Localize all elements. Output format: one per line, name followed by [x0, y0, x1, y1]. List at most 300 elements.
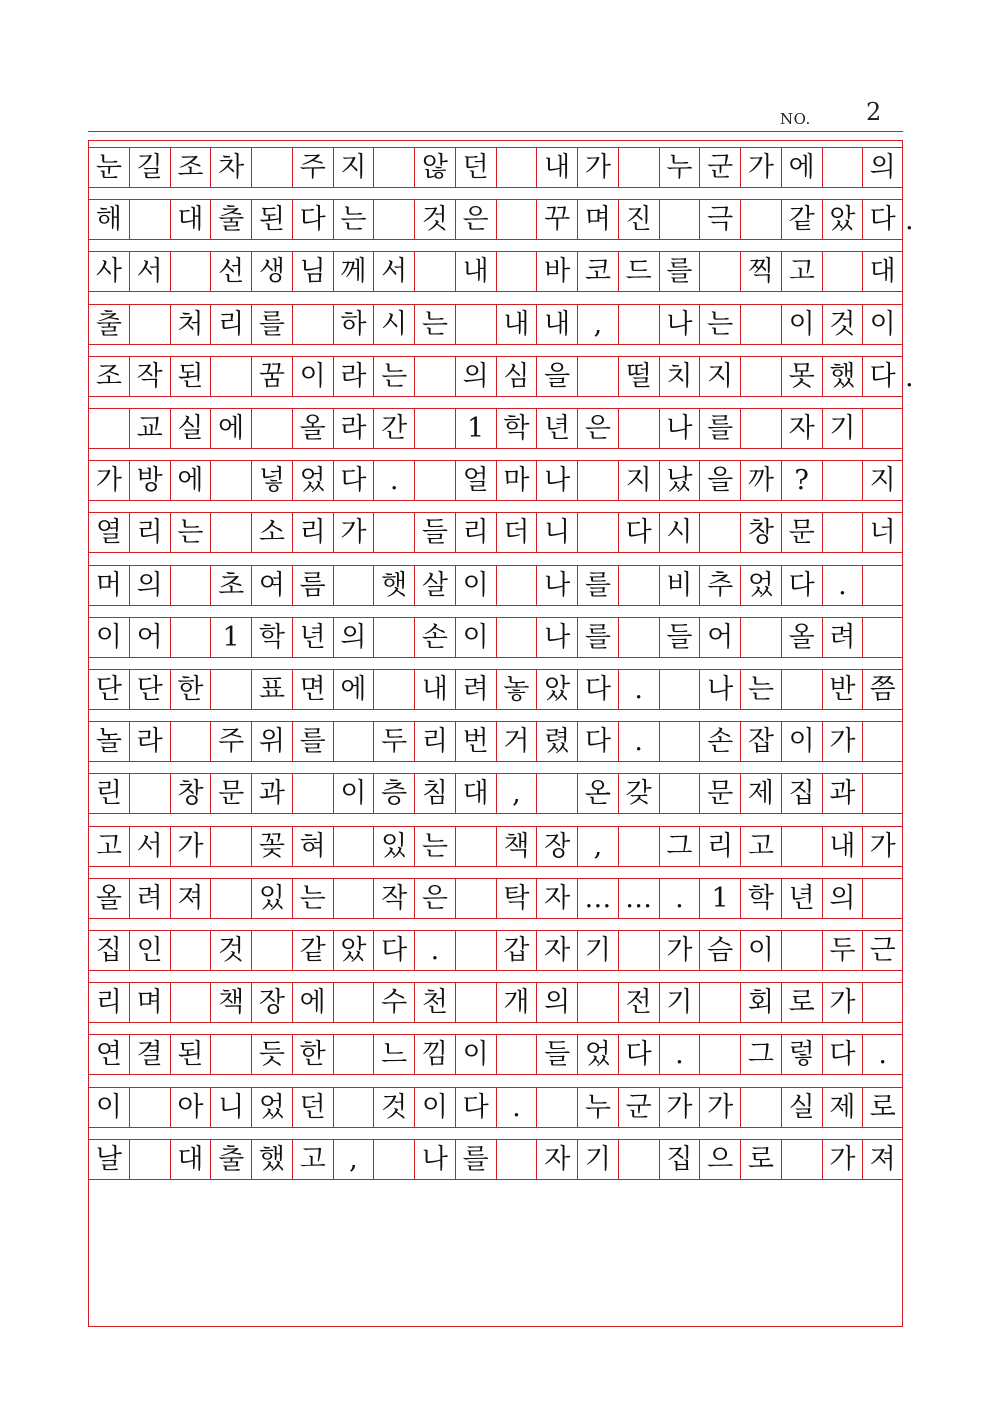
manuscript-cell: 떨	[618, 357, 659, 396]
manuscript-cell: 나	[659, 305, 700, 344]
manuscript-cell: 가	[333, 513, 374, 552]
manuscript-cell	[129, 305, 170, 344]
manuscript-cell: 찍	[740, 252, 781, 291]
manuscript-row	[88, 565, 903, 606]
manuscript-row	[88, 617, 903, 658]
manuscript-cell: 이	[740, 931, 781, 970]
manuscript-cell: 그	[659, 827, 700, 866]
manuscript-cell: 이	[455, 618, 496, 657]
manuscript-cell: 같	[292, 931, 333, 970]
manuscript-cell: 꾸	[536, 200, 577, 239]
manuscript-cell	[129, 1140, 170, 1179]
manuscript-cell: 가	[740, 148, 781, 187]
manuscript-cell	[210, 357, 251, 396]
manuscript-cell: 을	[536, 357, 577, 396]
manuscript-cell	[373, 200, 414, 239]
manuscript-cell: 서	[129, 827, 170, 866]
manuscript-cell: 있	[251, 879, 292, 918]
manuscript-cell: 더	[496, 513, 537, 552]
manuscript-cell: 비	[659, 566, 700, 605]
manuscript-cell: 에	[292, 983, 333, 1022]
manuscript-cell	[781, 670, 822, 709]
manuscript-cell: 대	[170, 200, 211, 239]
manuscript-cell: 간	[373, 409, 414, 448]
manuscript-cell	[455, 879, 496, 918]
manuscript-cell: 출	[88, 305, 129, 344]
manuscript-cell: 학	[740, 879, 781, 918]
manuscript-cell	[129, 774, 170, 813]
manuscript-row	[88, 1034, 903, 1075]
manuscript-row	[88, 930, 903, 971]
manuscript-cell: 이	[88, 618, 129, 657]
manuscript-cell: 꿈	[251, 357, 292, 396]
manuscript-cell: 차	[210, 148, 251, 187]
manuscript-cell: 를	[455, 1140, 496, 1179]
manuscript-cell: 선	[210, 252, 251, 291]
manuscript-cell	[618, 618, 659, 657]
manuscript-cell: 작	[373, 879, 414, 918]
manuscript-row	[88, 408, 903, 449]
manuscript-cell: 넣	[251, 461, 292, 500]
manuscript-cell: 나	[414, 1140, 455, 1179]
manuscript-cell: 는	[699, 305, 740, 344]
manuscript-cell: 반	[822, 670, 863, 709]
manuscript-cell: 창	[740, 513, 781, 552]
manuscript-cell: 것	[414, 200, 455, 239]
manuscript-cell	[740, 200, 781, 239]
manuscript-cell: 교	[129, 409, 170, 448]
manuscript-cell: 며	[577, 200, 618, 239]
manuscript-cell	[740, 305, 781, 344]
manuscript-cell: 하	[333, 305, 374, 344]
manuscript-cell: 표	[251, 670, 292, 709]
manuscript-cell: 다	[577, 722, 618, 761]
manuscript-cell: 리	[699, 827, 740, 866]
manuscript-cell: 이	[455, 1035, 496, 1074]
manuscript-cell: 며	[129, 983, 170, 1022]
manuscript-cell: 기	[659, 983, 700, 1022]
manuscript-cell: 출	[210, 200, 251, 239]
manuscript-cell: 는	[740, 670, 781, 709]
manuscript-cell: .	[659, 879, 700, 918]
manuscript-cell: 는	[373, 357, 414, 396]
manuscript-cell	[333, 983, 374, 1022]
manuscript-cell	[292, 305, 333, 344]
manuscript-cell	[699, 513, 740, 552]
manuscript-cell	[618, 148, 659, 187]
manuscript-cell: 갖	[618, 774, 659, 813]
manuscript-cell: 리	[129, 513, 170, 552]
manuscript-cell: 수	[373, 983, 414, 1022]
manuscript-cell: 조	[88, 357, 129, 396]
manuscript-cell: 1	[210, 618, 251, 657]
manuscript-cell: 다	[618, 1035, 659, 1074]
manuscript-cell: 바	[536, 252, 577, 291]
manuscript-cell: 는	[414, 305, 455, 344]
manuscript-cell: 장	[251, 983, 292, 1022]
manuscript-cell	[822, 513, 863, 552]
manuscript-cell: 로	[740, 1140, 781, 1179]
manuscript-row	[88, 826, 903, 867]
manuscript-cell	[373, 618, 414, 657]
manuscript-cell: 아	[170, 1088, 211, 1127]
manuscript-cell: 나	[699, 670, 740, 709]
manuscript-cell: 된	[170, 1035, 211, 1074]
manuscript-cell: 았	[333, 931, 374, 970]
manuscript-cell	[740, 618, 781, 657]
manuscript-cell: 름	[292, 566, 333, 605]
manuscript-cell	[129, 200, 170, 239]
manuscript-cell: 다	[781, 566, 822, 605]
page-number: 2	[866, 98, 882, 126]
manuscript-cell: 추	[699, 566, 740, 605]
manuscript-cell: 가	[822, 1140, 863, 1179]
manuscript-cell	[496, 252, 537, 291]
manuscript-cell: 1	[699, 879, 740, 918]
manuscript-cell: 에	[333, 670, 374, 709]
manuscript-cell: 지	[699, 357, 740, 396]
manuscript-cell: 했	[822, 357, 863, 396]
manuscript-cell: 의	[455, 357, 496, 396]
manuscript-cell: 서	[129, 252, 170, 291]
manuscript-cell	[781, 827, 822, 866]
manuscript-cell: 치	[659, 357, 700, 396]
manuscript-cell: 내	[822, 827, 863, 866]
manuscript-cell: 린	[88, 774, 129, 813]
manuscript-cell	[618, 566, 659, 605]
manuscript-cell: 내	[496, 305, 537, 344]
margin-punctuation: .	[905, 205, 914, 237]
manuscript-cell: 근	[862, 931, 903, 970]
manuscript-cell	[740, 409, 781, 448]
manuscript-cell: 내	[536, 148, 577, 187]
manuscript-cell	[373, 670, 414, 709]
manuscript-cell: 는	[333, 200, 374, 239]
manuscript-cell: 살	[414, 566, 455, 605]
manuscript-cell: 의	[862, 148, 903, 187]
manuscript-cell: 열	[88, 513, 129, 552]
manuscript-cell: .	[414, 931, 455, 970]
manuscript-cell: 사	[88, 252, 129, 291]
manuscript-cell: 니	[536, 513, 577, 552]
manuscript-cell: 코	[577, 252, 618, 291]
manuscript-cell: 머	[88, 566, 129, 605]
manuscript-cell: 생	[251, 252, 292, 291]
manuscript-cell: 가	[170, 827, 211, 866]
manuscript-cell	[170, 618, 211, 657]
manuscript-cell: 렇	[781, 1035, 822, 1074]
manuscript-cell: 여	[251, 566, 292, 605]
manuscript-cell: ,	[333, 1140, 374, 1179]
manuscript-cell	[170, 722, 211, 761]
manuscript-cell: 누	[659, 148, 700, 187]
manuscript-cell: 인	[129, 931, 170, 970]
manuscript-cell: .	[496, 1088, 537, 1127]
manuscript-cell: 장	[536, 827, 577, 866]
manuscript-cell: 한	[170, 670, 211, 709]
manuscript-cell: 올	[88, 879, 129, 918]
manuscript-cell: 과	[251, 774, 292, 813]
manuscript-cell	[618, 409, 659, 448]
page-header	[88, 96, 903, 132]
manuscript-cell: 문	[699, 774, 740, 813]
manuscript-cell: 주	[292, 148, 333, 187]
manuscript-cell	[414, 357, 455, 396]
manuscript-cell: 다	[862, 200, 903, 239]
manuscript-cell: 듯	[251, 1035, 292, 1074]
page-number-label: NO.	[780, 110, 811, 128]
manuscript-cell: 자	[536, 879, 577, 918]
manuscript-cell: 다	[618, 513, 659, 552]
manuscript-cell: 방	[129, 461, 170, 500]
manuscript-cell	[618, 305, 659, 344]
manuscript-cell: 놀	[88, 722, 129, 761]
manuscript-cell: 이	[781, 305, 822, 344]
manuscript-cell: 려	[129, 879, 170, 918]
manuscript-cell	[170, 566, 211, 605]
manuscript-cell: 책	[210, 983, 251, 1022]
manuscript-cell: 라	[333, 357, 374, 396]
manuscript-cell: 를	[251, 305, 292, 344]
manuscript-row	[88, 304, 903, 345]
manuscript-cell: 를	[699, 409, 740, 448]
manuscript-cell: 된	[251, 200, 292, 239]
manuscript-cell: 조	[170, 148, 211, 187]
manuscript-cell: 한	[292, 1035, 333, 1074]
manuscript-cell: 기	[577, 1140, 618, 1179]
manuscript-cell: 어	[129, 618, 170, 657]
manuscript-cell: 은	[414, 879, 455, 918]
manuscript-cell: 님	[292, 252, 333, 291]
manuscript-cell	[862, 618, 903, 657]
manuscript-cell: 것	[210, 931, 251, 970]
manuscript-cell: 된	[170, 357, 211, 396]
manuscript-cell: 이	[292, 357, 333, 396]
manuscript-cell: 햇	[373, 566, 414, 605]
manuscript-cell: 어	[699, 618, 740, 657]
manuscript-cell: 가	[862, 827, 903, 866]
manuscript-cell: 고	[740, 827, 781, 866]
manuscript-cell: 가	[822, 983, 863, 1022]
manuscript-cell	[455, 827, 496, 866]
manuscript-cell	[577, 357, 618, 396]
manuscript-cell: 지	[862, 461, 903, 500]
manuscript-cell: 내	[414, 670, 455, 709]
manuscript-cell: 났	[659, 461, 700, 500]
manuscript-cell	[251, 931, 292, 970]
manuscript-cell: 극	[699, 200, 740, 239]
manuscript-row	[88, 147, 903, 188]
manuscript-cell: 단	[129, 670, 170, 709]
manuscript-cell	[455, 305, 496, 344]
manuscript-cell: 이	[862, 305, 903, 344]
manuscript-cell: 못	[781, 357, 822, 396]
manuscript-row	[88, 878, 903, 919]
manuscript-cell: 에	[210, 409, 251, 448]
manuscript-cell: 침	[414, 774, 455, 813]
manuscript-cell: 집	[781, 774, 822, 813]
manuscript-cell: 대	[170, 1140, 211, 1179]
manuscript-row	[88, 773, 903, 814]
manuscript-cell: 손	[699, 722, 740, 761]
manuscript-cell	[699, 983, 740, 1022]
manuscript-cell	[170, 252, 211, 291]
manuscript-cell	[822, 461, 863, 500]
manuscript-cell: 년	[781, 879, 822, 918]
manuscript-cell	[170, 983, 211, 1022]
manuscript-cell: 에	[781, 148, 822, 187]
manuscript-cell: 처	[170, 305, 211, 344]
manuscript-cell: 심	[496, 357, 537, 396]
manuscript-cell: 거	[496, 722, 537, 761]
manuscript-cell	[740, 1088, 781, 1127]
manuscript-cell: 니	[210, 1088, 251, 1127]
manuscript-cell: 시	[373, 305, 414, 344]
manuscript-cell: 군	[618, 1088, 659, 1127]
manuscript-cell: 단	[88, 670, 129, 709]
manuscript-cell: 마	[496, 461, 537, 500]
manuscript-cell	[577, 513, 618, 552]
manuscript-row	[88, 982, 903, 1023]
manuscript-cell	[455, 983, 496, 1022]
manuscript-cell: 들	[414, 513, 455, 552]
manuscript-cell: 문	[781, 513, 822, 552]
manuscript-cell: .	[373, 461, 414, 500]
manuscript-cell: …	[618, 879, 659, 918]
manuscript-cell: 았	[536, 670, 577, 709]
manuscript-cell: 었	[251, 1088, 292, 1127]
manuscript-cell: 까	[740, 461, 781, 500]
manuscript-row	[88, 251, 903, 292]
manuscript-cell: 누	[577, 1088, 618, 1127]
manuscript-cell	[862, 409, 903, 448]
manuscript-cell: 꽂	[251, 827, 292, 866]
manuscript-cell: 집	[88, 931, 129, 970]
manuscript-cell	[251, 148, 292, 187]
manuscript-cell: 라	[129, 722, 170, 761]
manuscript-cell: 이	[781, 722, 822, 761]
manuscript-cell: 기	[822, 409, 863, 448]
manuscript-cell	[618, 827, 659, 866]
manuscript-cell: 나	[536, 461, 577, 500]
manuscript-cell: 다	[292, 200, 333, 239]
manuscript-cell: 드	[618, 252, 659, 291]
manuscript-cell: 가	[577, 148, 618, 187]
manuscript-cell: 전	[618, 983, 659, 1022]
manuscript-cell	[536, 1088, 577, 1127]
manuscript-cell: 지	[618, 461, 659, 500]
manuscript-cell: 으	[699, 1140, 740, 1179]
manuscript-cell: 천	[414, 983, 455, 1022]
manuscript-cell	[251, 409, 292, 448]
manuscript-cell	[577, 461, 618, 500]
manuscript-cell: ,	[577, 305, 618, 344]
manuscript-cell: 내	[455, 252, 496, 291]
manuscript-cell: 것	[373, 1088, 414, 1127]
manuscript-cell: 실	[781, 1088, 822, 1127]
manuscript-cell: 있	[373, 827, 414, 866]
manuscript-cell: 에	[170, 461, 211, 500]
manuscript-cell: 나	[536, 618, 577, 657]
manuscript-cell: 층	[373, 774, 414, 813]
manuscript-cell	[210, 879, 251, 918]
manuscript-cell	[88, 409, 129, 448]
manuscript-cell	[210, 461, 251, 500]
manuscript-cell	[781, 1140, 822, 1179]
manuscript-cell: 손	[414, 618, 455, 657]
manuscript-cell	[292, 774, 333, 813]
manuscript-cell	[781, 931, 822, 970]
manuscript-cell: 다	[862, 357, 903, 396]
manuscript-cell: ?	[781, 461, 822, 500]
manuscript-cell: 실	[170, 409, 211, 448]
manuscript-cell: 의	[536, 983, 577, 1022]
manuscript-cell: 았	[822, 200, 863, 239]
manuscript-cell: 시	[659, 513, 700, 552]
manuscript-cell	[414, 461, 455, 500]
manuscript-cell	[333, 879, 374, 918]
manuscript-row	[88, 460, 903, 501]
manuscript-cell: 책	[496, 827, 537, 866]
manuscript-cell: 년	[292, 618, 333, 657]
manuscript-cell: 는	[292, 879, 333, 918]
manuscript-cell: 가	[822, 722, 863, 761]
manuscript-cell: 그	[740, 1035, 781, 1074]
manuscript-cell	[210, 1035, 251, 1074]
manuscript-cell: 잡	[740, 722, 781, 761]
manuscript-cell: .	[618, 722, 659, 761]
manuscript-cell: 1	[455, 409, 496, 448]
manuscript-cell: 이	[414, 1088, 455, 1127]
manuscript-cell	[496, 1035, 537, 1074]
manuscript-cell: 다	[373, 931, 414, 970]
manuscript-cell: 져	[862, 1140, 903, 1179]
manuscript-cell: 연	[88, 1035, 129, 1074]
manuscript-cell	[618, 931, 659, 970]
manuscript-cell: 슴	[699, 931, 740, 970]
manuscript-cell	[333, 827, 374, 866]
manuscript-row	[88, 356, 914, 397]
manuscript-cell	[496, 1140, 537, 1179]
manuscript-cell	[414, 252, 455, 291]
manuscript-cell: 얼	[455, 461, 496, 500]
margin-punctuation: .	[905, 361, 914, 393]
manuscript-row	[88, 199, 914, 240]
manuscript-cell	[210, 670, 251, 709]
manuscript-cell	[862, 774, 903, 813]
manuscript-cell: .	[822, 566, 863, 605]
manuscript-cell: 다	[455, 1088, 496, 1127]
manuscript-cell	[862, 983, 903, 1022]
manuscript-cell: 의	[822, 879, 863, 918]
manuscript-cell: 결	[129, 1035, 170, 1074]
manuscript-cell: 제	[740, 774, 781, 813]
manuscript-cell: 은	[455, 200, 496, 239]
manuscript-cell: 었	[740, 566, 781, 605]
manuscript-cell: 탁	[496, 879, 537, 918]
manuscript-cell	[822, 252, 863, 291]
manuscript-cell: 올	[292, 409, 333, 448]
manuscript-cell: 다	[333, 461, 374, 500]
manuscript-cell: 나	[659, 409, 700, 448]
manuscript-cell: 를	[577, 566, 618, 605]
manuscript-cell: 려	[822, 618, 863, 657]
manuscript-cell	[373, 1140, 414, 1179]
manuscript-cell	[862, 566, 903, 605]
manuscript-cell	[496, 566, 537, 605]
manuscript-cell	[862, 879, 903, 918]
manuscript-cell: 출	[210, 1140, 251, 1179]
